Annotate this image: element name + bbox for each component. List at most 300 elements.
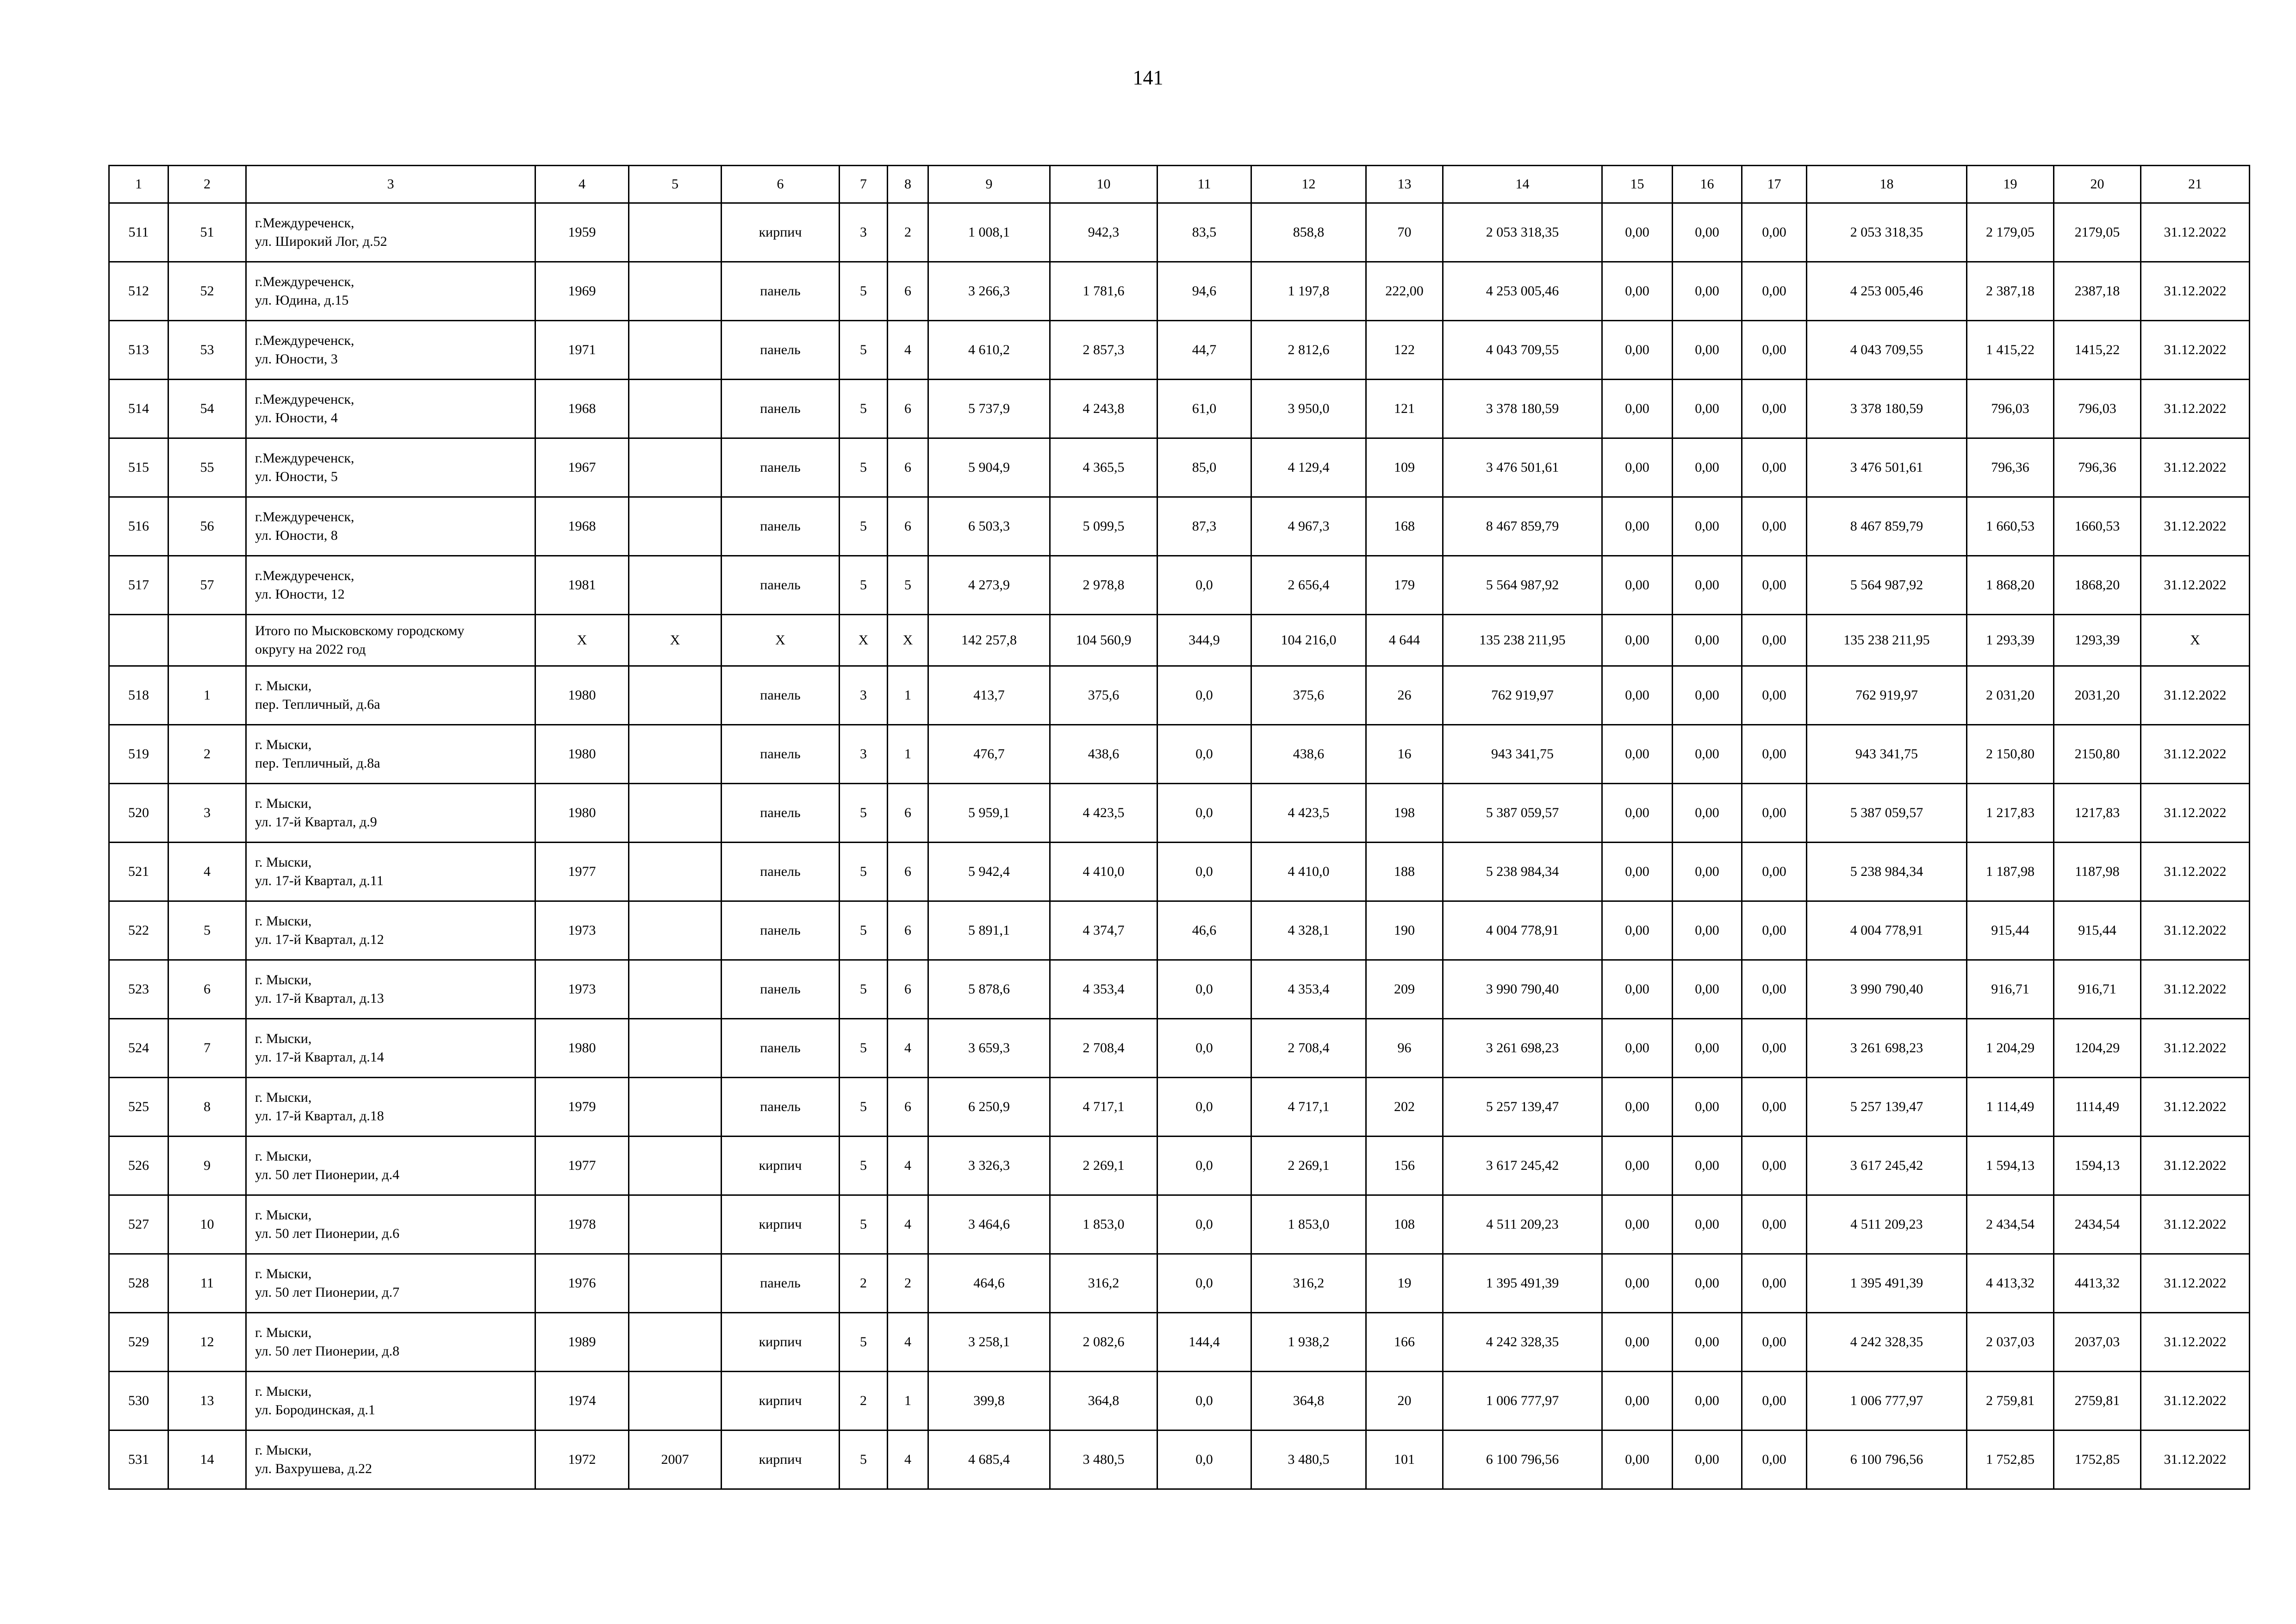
table-cell: 4 353,4 bbox=[1050, 960, 1157, 1019]
table-cell: 8 467 859,79 bbox=[1443, 497, 1602, 556]
table-row bbox=[109, 901, 2250, 960]
table-cell: 1 187,98 bbox=[1967, 843, 2054, 901]
address-line-2: ул. 17-й Квартал, д.11 bbox=[255, 873, 384, 888]
table-cell: 0,00 bbox=[1602, 666, 1673, 725]
table-cell: 13 bbox=[168, 1372, 246, 1430]
table-cell: 316,2 bbox=[1050, 1254, 1157, 1313]
table-cell: 4 410,0 bbox=[1050, 843, 1157, 901]
header-cell: 6 bbox=[722, 166, 840, 203]
address-line-2: пер. Тепличный, д.6а bbox=[255, 697, 380, 712]
table-cell: 0,00 bbox=[1673, 843, 1742, 901]
address-line-1: г.Междуреченск, bbox=[255, 509, 355, 525]
table-cell: 518 bbox=[109, 666, 168, 725]
table-cell: 6 bbox=[888, 438, 928, 497]
address-line-2: ул. Юности, 5 bbox=[255, 469, 338, 484]
address-line-1: г. Мыски, bbox=[255, 913, 312, 929]
table-cell: 6 100 796,56 bbox=[1807, 1430, 1967, 1489]
table-cell: 796,36 bbox=[2054, 438, 2141, 497]
table-cell: 4 365,5 bbox=[1050, 438, 1157, 497]
table-cell bbox=[629, 497, 722, 556]
table-cell: 222,00 bbox=[1366, 262, 1443, 321]
table-cell: 10 bbox=[168, 1195, 246, 1254]
table-cell: 0,00 bbox=[1673, 1078, 1742, 1137]
table-cell: 6 bbox=[168, 960, 246, 1019]
table-cell: панель bbox=[722, 1254, 840, 1313]
table-cell: 4 410,0 bbox=[1251, 843, 1366, 901]
address-cell bbox=[246, 497, 535, 556]
table-cell: 1978 bbox=[535, 1195, 629, 1254]
table-cell: 1 bbox=[168, 666, 246, 725]
address-cell bbox=[246, 1019, 535, 1078]
address-line-2: ул. Юдина, д.15 bbox=[255, 293, 349, 308]
table-cell: 31.12.2022 bbox=[2141, 380, 2250, 438]
address-cell bbox=[246, 321, 535, 380]
table-cell bbox=[629, 203, 722, 262]
table-cell: 0,00 bbox=[1602, 556, 1673, 615]
table-cell: 2434,54 bbox=[2054, 1195, 2141, 1254]
table-cell: 16 bbox=[1366, 725, 1443, 784]
table-cell: 0,00 bbox=[1673, 1137, 1742, 1195]
table-cell: 3 950,0 bbox=[1251, 380, 1366, 438]
table-cell: 1217,83 bbox=[2054, 784, 2141, 843]
table-cell: 5 bbox=[840, 1313, 888, 1372]
table-cell: 31.12.2022 bbox=[2141, 843, 2250, 901]
table-cell: 364,8 bbox=[1251, 1372, 1366, 1430]
table-cell: 1969 bbox=[535, 262, 629, 321]
table-cell: 1415,22 bbox=[2054, 321, 2141, 380]
table-cell: 4 423,5 bbox=[1050, 784, 1157, 843]
table-cell: 5 891,1 bbox=[928, 901, 1050, 960]
header-cell: 10 bbox=[1050, 166, 1157, 203]
address-cell bbox=[246, 438, 535, 497]
address-cell bbox=[246, 203, 535, 262]
table-cell: 31.12.2022 bbox=[2141, 556, 2250, 615]
table-cell: 3 bbox=[840, 203, 888, 262]
table-cell: 1980 bbox=[535, 725, 629, 784]
table-cell: 0,00 bbox=[1673, 725, 1742, 784]
table-cell: 3 bbox=[840, 666, 888, 725]
table-cell: 4 129,4 bbox=[1251, 438, 1366, 497]
table-cell: 4 328,1 bbox=[1251, 901, 1366, 960]
table-cell: 2 857,3 bbox=[1050, 321, 1157, 380]
address-cell bbox=[246, 1195, 535, 1254]
table-cell: 0,00 bbox=[1602, 203, 1673, 262]
table-cell: 2 708,4 bbox=[1050, 1019, 1157, 1078]
table-cell: 94,6 bbox=[1157, 262, 1251, 321]
table-cell: 55 bbox=[168, 438, 246, 497]
table-cell: 0,00 bbox=[1742, 556, 1807, 615]
page-number: 141 bbox=[1132, 66, 1164, 89]
address-cell bbox=[246, 556, 535, 615]
address-line-1: г.Междуреченск, bbox=[255, 568, 355, 583]
table-cell: 2 bbox=[888, 203, 928, 262]
table-cell: 528 bbox=[109, 1254, 168, 1313]
table-cell: 104 216,0 bbox=[1251, 615, 1366, 666]
table-cell: 762 919,97 bbox=[1443, 666, 1602, 725]
table-cell bbox=[629, 1019, 722, 1078]
table-cell: 0,00 bbox=[1673, 203, 1742, 262]
table-cell: 0,00 bbox=[1602, 1313, 1673, 1372]
table-cell: 6 bbox=[888, 960, 928, 1019]
table-cell: 0,00 bbox=[1602, 380, 1673, 438]
table-cell: 0,00 bbox=[1602, 1019, 1673, 1078]
table-cell: 3 480,5 bbox=[1251, 1430, 1366, 1489]
table-cell: 5 564 987,92 bbox=[1443, 556, 1602, 615]
table-cell: 31.12.2022 bbox=[2141, 1254, 2250, 1313]
table-cell bbox=[629, 1313, 722, 1372]
table-cell: 0,00 bbox=[1742, 1313, 1807, 1372]
table-cell: 6 bbox=[888, 1078, 928, 1137]
table-cell: 0,00 bbox=[1602, 1372, 1673, 1430]
table-cell: 2 bbox=[840, 1372, 888, 1430]
table-cell: 1971 bbox=[535, 321, 629, 380]
table-cell: 2031,20 bbox=[2054, 666, 2141, 725]
address-line-2: ул. Юности, 4 bbox=[255, 410, 338, 425]
header-cell: 7 bbox=[840, 166, 888, 203]
table-cell: 1 853,0 bbox=[1251, 1195, 1366, 1254]
table-cell: 1 293,39 bbox=[1967, 615, 2054, 666]
table-cell: 166 bbox=[1366, 1313, 1443, 1372]
table-cell: 413,7 bbox=[928, 666, 1050, 725]
header-cell: 13 bbox=[1366, 166, 1443, 203]
table-cell: 5 bbox=[840, 380, 888, 438]
table-cell: 2 387,18 bbox=[1967, 262, 2054, 321]
address-cell bbox=[246, 1137, 535, 1195]
table-cell: 513 bbox=[109, 321, 168, 380]
address-line-2: ул. 17-й Квартал, д.9 bbox=[255, 814, 377, 830]
table-cell: 0,00 bbox=[1673, 784, 1742, 843]
table-cell: 476,7 bbox=[928, 725, 1050, 784]
table-cell: 511 bbox=[109, 203, 168, 262]
table-cell: 4 243,8 bbox=[1050, 380, 1157, 438]
table-cell: 6 bbox=[888, 380, 928, 438]
table-cell: 121 bbox=[1366, 380, 1443, 438]
table-cell: 2 434,54 bbox=[1967, 1195, 2054, 1254]
table-cell: 521 bbox=[109, 843, 168, 901]
table-cell: 523 bbox=[109, 960, 168, 1019]
table-cell: 2 179,05 bbox=[1967, 203, 2054, 262]
table-cell: 31.12.2022 bbox=[2141, 1019, 2250, 1078]
table-cell: 515 bbox=[109, 438, 168, 497]
table-cell: 858,8 bbox=[1251, 203, 1366, 262]
header-cell: 5 bbox=[629, 166, 722, 203]
table-cell bbox=[109, 615, 168, 666]
address-line-1: г. Мыски, bbox=[255, 1031, 312, 1046]
table-cell: 144,4 bbox=[1157, 1313, 1251, 1372]
table-cell: Х bbox=[629, 615, 722, 666]
table-cell: 190 bbox=[1366, 901, 1443, 960]
address-line-2: ул. Юности, 3 bbox=[255, 351, 338, 367]
table-cell: 0,00 bbox=[1742, 438, 1807, 497]
table-cell: 438,6 bbox=[1050, 725, 1157, 784]
table-cell: 0,00 bbox=[1673, 1313, 1742, 1372]
table-cell: Х bbox=[2141, 615, 2250, 666]
table-cell: 5 bbox=[840, 1430, 888, 1489]
table-cell: 514 bbox=[109, 380, 168, 438]
table-cell: 1 217,83 bbox=[1967, 784, 2054, 843]
table-cell: 0,00 bbox=[1742, 901, 1807, 960]
table-cell: 4 644 bbox=[1366, 615, 1443, 666]
table-cell: 0,00 bbox=[1673, 1195, 1742, 1254]
table-cell bbox=[629, 666, 722, 725]
table-cell: 520 bbox=[109, 784, 168, 843]
header-cell: 16 bbox=[1673, 166, 1742, 203]
table-cell: 0,00 bbox=[1602, 321, 1673, 380]
table-cell: 364,8 bbox=[1050, 1372, 1157, 1430]
table-cell: 31.12.2022 bbox=[2141, 666, 2250, 725]
table-cell: 399,8 bbox=[928, 1372, 1050, 1430]
address-cell bbox=[246, 1078, 535, 1137]
table-cell: 524 bbox=[109, 1019, 168, 1078]
table-cell: 0,00 bbox=[1602, 1254, 1673, 1313]
address-cell bbox=[246, 843, 535, 901]
table-row bbox=[109, 262, 2250, 321]
header-cell: 19 bbox=[1967, 166, 2054, 203]
table-cell: 3 bbox=[168, 784, 246, 843]
table-cell: 2179,05 bbox=[2054, 203, 2141, 262]
table-row bbox=[109, 1313, 2250, 1372]
table-cell: 0,00 bbox=[1742, 1019, 1807, 1078]
table-cell: 0,00 bbox=[1742, 203, 1807, 262]
table-cell: кирпич bbox=[722, 1372, 840, 1430]
table-row bbox=[109, 1137, 2250, 1195]
address-line-1: г. Мыски, bbox=[255, 972, 312, 987]
table-cell: 796,03 bbox=[1967, 380, 2054, 438]
table-cell: 2007 bbox=[629, 1430, 722, 1489]
header-cell: 14 bbox=[1443, 166, 1602, 203]
table-cell: 4 253 005,46 bbox=[1443, 262, 1602, 321]
table-cell: 4 004 778,91 bbox=[1443, 901, 1602, 960]
table-cell: 1 bbox=[888, 666, 928, 725]
table-cell: 3 480,5 bbox=[1050, 1430, 1157, 1489]
table-cell: 2 978,8 bbox=[1050, 556, 1157, 615]
table-cell bbox=[629, 843, 722, 901]
table-cell: 6 503,3 bbox=[928, 497, 1050, 556]
table-cell: 2 812,6 bbox=[1251, 321, 1366, 380]
table-cell: 4 273,9 bbox=[928, 556, 1050, 615]
address-line-1: г.Междуреченск, bbox=[255, 274, 355, 289]
table-cell: 1 bbox=[888, 725, 928, 784]
header-cell: 11 bbox=[1157, 166, 1251, 203]
table-cell: 0,00 bbox=[1742, 615, 1807, 666]
table-cell: 0,0 bbox=[1157, 556, 1251, 615]
table-cell: 2037,03 bbox=[2054, 1313, 2141, 1372]
table-cell: 0,0 bbox=[1157, 1254, 1251, 1313]
header-cell: 17 bbox=[1742, 166, 1807, 203]
table-row bbox=[109, 438, 2250, 497]
address-cell bbox=[246, 1430, 535, 1489]
table-cell: панель bbox=[722, 960, 840, 1019]
table-cell: 0,00 bbox=[1742, 497, 1807, 556]
table-cell: 5 bbox=[840, 1078, 888, 1137]
table-cell: 1 197,8 bbox=[1251, 262, 1366, 321]
table-cell: 1868,20 bbox=[2054, 556, 2141, 615]
table-cell: 19 bbox=[1366, 1254, 1443, 1313]
table-cell: 31.12.2022 bbox=[2141, 1078, 2250, 1137]
table-cell: 5 737,9 bbox=[928, 380, 1050, 438]
table-cell: 1 660,53 bbox=[1967, 497, 2054, 556]
table-cell: 529 bbox=[109, 1313, 168, 1372]
table-cell: 2387,18 bbox=[2054, 262, 2141, 321]
table-cell: 2 bbox=[840, 1254, 888, 1313]
table-cell: 0,00 bbox=[1602, 262, 1673, 321]
table-cell: 31.12.2022 bbox=[2141, 784, 2250, 843]
table-cell: 7 bbox=[168, 1019, 246, 1078]
table-cell: 1959 bbox=[535, 203, 629, 262]
table-cell: 188 bbox=[1366, 843, 1443, 901]
table-cell: 135 238 211,95 bbox=[1443, 615, 1602, 666]
table-cell: 1187,98 bbox=[2054, 843, 2141, 901]
table-cell: 1977 bbox=[535, 843, 629, 901]
table-cell: кирпич bbox=[722, 203, 840, 262]
table-cell: 4 717,1 bbox=[1050, 1078, 1157, 1137]
table-cell: 0,00 bbox=[1673, 1019, 1742, 1078]
table-cell: 0,00 bbox=[1602, 1195, 1673, 1254]
address-line-1: г. Мыски, bbox=[255, 1090, 312, 1105]
address-line-2: пер. Тепличный, д.8а bbox=[255, 756, 380, 771]
table-cell: панель bbox=[722, 438, 840, 497]
table-cell: 122 bbox=[1366, 321, 1443, 380]
table-cell: 5 bbox=[840, 497, 888, 556]
table-cell: 512 bbox=[109, 262, 168, 321]
table-cell: 1980 bbox=[535, 784, 629, 843]
table-cell: 108 bbox=[1366, 1195, 1443, 1254]
table-cell: 101 bbox=[1366, 1430, 1443, 1489]
table-cell: 0,00 bbox=[1673, 1254, 1742, 1313]
table-cell: 31.12.2022 bbox=[2141, 203, 2250, 262]
table-cell: 1752,85 bbox=[2054, 1430, 2141, 1489]
table-cell: 3 990 790,40 bbox=[1443, 960, 1602, 1019]
table-cell: 61,0 bbox=[1157, 380, 1251, 438]
table-row bbox=[109, 556, 2250, 615]
address-cell bbox=[246, 380, 535, 438]
table-cell: панель bbox=[722, 901, 840, 960]
table-cell: 943 341,75 bbox=[1807, 725, 1967, 784]
table-cell: 85,0 bbox=[1157, 438, 1251, 497]
table-cell: 4 bbox=[888, 1195, 928, 1254]
table-cell: 4 685,4 bbox=[928, 1430, 1050, 1489]
table-cell: 2 708,4 bbox=[1251, 1019, 1366, 1078]
table-cell: 51 bbox=[168, 203, 246, 262]
table-cell: 14 bbox=[168, 1430, 246, 1489]
table-row bbox=[109, 203, 2250, 262]
table-cell: 1973 bbox=[535, 901, 629, 960]
table-cell: 5 bbox=[168, 901, 246, 960]
table-cell: 5 bbox=[840, 901, 888, 960]
table-cell: 2 053 318,35 bbox=[1443, 203, 1602, 262]
table-cell: 915,44 bbox=[1967, 901, 2054, 960]
table-cell: 0,00 bbox=[1673, 556, 1742, 615]
table-cell: 2 269,1 bbox=[1251, 1137, 1366, 1195]
table-cell: 109 bbox=[1366, 438, 1443, 497]
table-cell: 1968 bbox=[535, 497, 629, 556]
table-cell: 6 bbox=[888, 262, 928, 321]
table-row bbox=[109, 725, 2250, 784]
table-cell: 31.12.2022 bbox=[2141, 1430, 2250, 1489]
address-line-1: г. Мыски, bbox=[255, 1384, 312, 1399]
header-cell: 20 bbox=[2054, 166, 2141, 203]
address-line-1: г. Мыски, bbox=[255, 855, 312, 870]
table-row bbox=[109, 380, 2250, 438]
address-line-2: ул. Вахрушева, д.22 bbox=[255, 1461, 372, 1476]
table-cell: панель bbox=[722, 262, 840, 321]
table-cell: 1 868,20 bbox=[1967, 556, 2054, 615]
table-cell: 519 bbox=[109, 725, 168, 784]
table-cell: 53 bbox=[168, 321, 246, 380]
table-cell: 1977 bbox=[535, 1137, 629, 1195]
table-cell: 5 bbox=[888, 556, 928, 615]
table-cell bbox=[629, 1137, 722, 1195]
table-cell: 4 242 328,35 bbox=[1807, 1313, 1967, 1372]
table-cell: 796,36 bbox=[1967, 438, 2054, 497]
header-cell: 3 bbox=[246, 166, 535, 203]
table-cell bbox=[629, 438, 722, 497]
table-cell: панель bbox=[722, 497, 840, 556]
table-cell: 179 bbox=[1366, 556, 1443, 615]
table-cell: 0,00 bbox=[1602, 1430, 1673, 1489]
table-cell: 522 bbox=[109, 901, 168, 960]
table-cell: 1 008,1 bbox=[928, 203, 1050, 262]
address-line-2: ул. 50 лет Пионерии, д.7 bbox=[255, 1285, 400, 1300]
address-line-2: ул. 17-й Квартал, д.12 bbox=[255, 932, 384, 947]
table-cell: 1980 bbox=[535, 666, 629, 725]
table-cell: 0,00 bbox=[1742, 380, 1807, 438]
address-line-2: ул. 50 лет Пионерии, д.6 bbox=[255, 1226, 400, 1241]
address-line-2: ул. 50 лет Пионерии, д.8 bbox=[255, 1343, 400, 1359]
table-cell: 5 bbox=[840, 843, 888, 901]
table-cell: 5 bbox=[840, 1137, 888, 1195]
table-cell: 1293,39 bbox=[2054, 615, 2141, 666]
address-cell bbox=[246, 725, 535, 784]
table-cell: 31.12.2022 bbox=[2141, 1195, 2250, 1254]
table-cell: 0,00 bbox=[1673, 1430, 1742, 1489]
table-cell: панель bbox=[722, 1078, 840, 1137]
table-cell: 915,44 bbox=[2054, 901, 2141, 960]
table-cell: 3 617 245,42 bbox=[1807, 1137, 1967, 1195]
header-cell: 18 bbox=[1807, 166, 1967, 203]
table-cell: 0,00 bbox=[1742, 666, 1807, 725]
table-cell: 2 bbox=[168, 725, 246, 784]
table-row bbox=[109, 1078, 2250, 1137]
address-cell bbox=[246, 901, 535, 960]
table-cell: 54 bbox=[168, 380, 246, 438]
table-cell: 0,00 bbox=[1602, 843, 1673, 901]
table-cell: 4 004 778,91 bbox=[1807, 901, 1967, 960]
table-cell: 0,00 bbox=[1673, 321, 1742, 380]
address-line-1: г.Междуреченск, bbox=[255, 215, 355, 231]
table-cell: 31.12.2022 bbox=[2141, 321, 2250, 380]
header-cell: 15 bbox=[1602, 166, 1673, 203]
table-cell: 5 387 059,57 bbox=[1807, 784, 1967, 843]
table-cell: 3 326,3 bbox=[928, 1137, 1050, 1195]
table-cell: 3 617 245,42 bbox=[1443, 1137, 1602, 1195]
address-line-1: г. Мыски, bbox=[255, 1149, 312, 1164]
table-cell: 4 242 328,35 bbox=[1443, 1313, 1602, 1372]
table-cell: 916,71 bbox=[2054, 960, 2141, 1019]
table-cell bbox=[629, 1254, 722, 1313]
address-line-1: г.Междуреченск, bbox=[255, 450, 355, 466]
header-cell: 9 bbox=[928, 166, 1050, 203]
address-line-2: ул. Юности, 12 bbox=[255, 587, 345, 602]
table-cell: 3 bbox=[840, 725, 888, 784]
table-cell: 0,00 bbox=[1742, 1430, 1807, 1489]
table-cell: 5 bbox=[840, 556, 888, 615]
table-cell: 1968 bbox=[535, 380, 629, 438]
table-cell: 52 bbox=[168, 262, 246, 321]
table-cell: 2 031,20 bbox=[1967, 666, 2054, 725]
address-cell bbox=[246, 960, 535, 1019]
table-cell: 0,00 bbox=[1742, 262, 1807, 321]
